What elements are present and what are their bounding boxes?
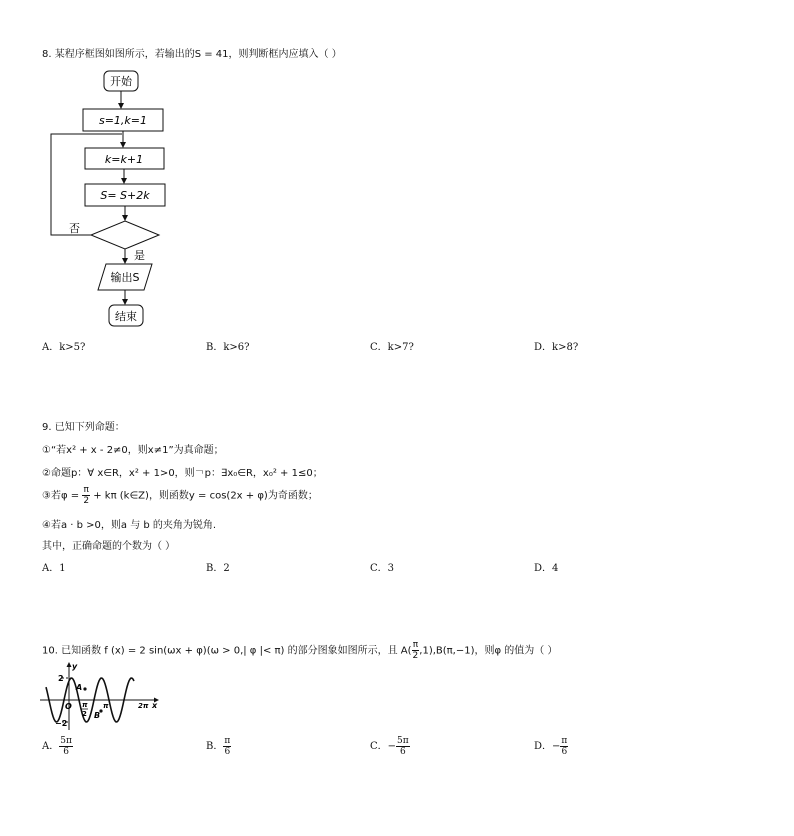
q9-proposition-1: ①“若x² + x - 2≠0，则x≠1”为真命题； [42,445,224,456]
q8-option-a: A．k>5? [42,342,86,353]
q10-sine-graph [38,660,162,732]
q10-option-a [42,736,73,757]
q10-option-b-fraction [223,736,231,757]
q8-flowchart [40,64,180,332]
q9-stem: 9. 已知下列命题： [42,422,125,433]
q9-p3-num: π [83,485,89,495]
q10-option-d [534,736,568,757]
q10-y-label: y [72,662,78,671]
q10-option-d-den: 6 [561,747,568,757]
q10-tick-pi2-num: π [82,701,88,709]
q10-option-a-den: 6 [63,747,69,757]
q10-tick-2pi: 2π [138,702,149,710]
q10-option-d-num: π [561,736,568,746]
q10-stem-prefix: 10. 已知函数 f (x) = 2 sin(ωx + φ)(ω > 0,| φ |< π) 的部分图象如图所示，且 A( [42,645,412,657]
q10-option-a-fraction [59,736,73,757]
q9-p3-prefix: ③若φ = [42,490,80,502]
q9-p3-den: 2 [83,496,90,506]
q10-tick-pi2-den: 2 [82,710,87,718]
q10-option-a-num: 5π [60,736,72,746]
q8-stem: 8. 某程序框图如图所示，若输出的S = 41，则判断框内应填入（ ） [42,49,342,60]
q9-proposition-3 [42,485,318,506]
q9-ask: 其中，正确命题的个数为（ ） [42,541,176,552]
flow-no-label: 否 [69,222,80,235]
q10-option-a-prefix: A． [42,741,60,752]
q9-p3-suffix: + kπ (k∈Z)，则函数y = cos(2x + φ)为奇函数； [93,490,318,502]
flow-end-label: 结束 [115,310,137,323]
q10-label-a: A [76,683,83,692]
q9-proposition-2: ②命题p：∀ x∈R，x² + 1>0，则￢p：∃x₀∈R，x₀² + 1≤0； [42,468,323,479]
q10-stem-num: π [412,640,419,650]
q10-origin-label: O [65,702,72,711]
q8-option-d: D．k>8? [534,342,579,353]
q9-option-c: C．3 [370,563,395,574]
q9-option-b: B．2 [206,563,230,574]
q9-option-d: D．4 [534,563,559,574]
q10-point-a [83,687,86,690]
q10-option-d-fraction [560,736,568,757]
q10-option-c-fraction [396,736,410,757]
flow-decision-diamond [91,221,159,249]
q10-stem-suffix: ,1),B(π,−1)，则φ 的值为（ ） [419,645,558,657]
q10-stem-den: 2 [412,651,419,661]
q9-proposition-4: ④若a · b >0，则a 与 b 的夹角为锐角. [42,520,217,531]
q10-option-c-prefix: C．− [370,741,397,752]
q10-stem [42,640,557,661]
flow-yes-label: 是 [134,249,145,262]
q10-option-b-num: π [224,736,231,746]
q8-option-c: C．k>7? [370,342,414,353]
q10-option-c [370,736,410,757]
q10-option-b-den: 6 [224,747,231,757]
q10-option-b-prefix: B． [206,741,224,752]
q10-tick-2: 2 [58,674,64,683]
q10-option-c-den: 6 [399,747,406,757]
q9-p3-fraction [82,485,90,506]
flow-step2-label: S= S+2k [100,189,150,202]
q10-tick-minus-2: −2 [55,719,68,728]
q10-option-c-num: 5π [397,736,409,746]
q10-tick-pi: π [103,702,109,710]
q10-option-d-prefix: D．− [534,741,561,752]
q10-label-b: B [94,711,101,720]
q10-x-label: x [152,701,158,710]
flow-start-label: 开始 [110,75,132,88]
q8-option-b: B．k>6? [206,342,250,353]
flow-output-label: 输出S [110,271,140,284]
flow-step1-label: k=k+1 [104,153,144,166]
q9-option-a: A．1 [42,563,66,574]
q10-option-b [206,736,231,757]
flow-init-label: s=1,k=1 [98,114,148,127]
